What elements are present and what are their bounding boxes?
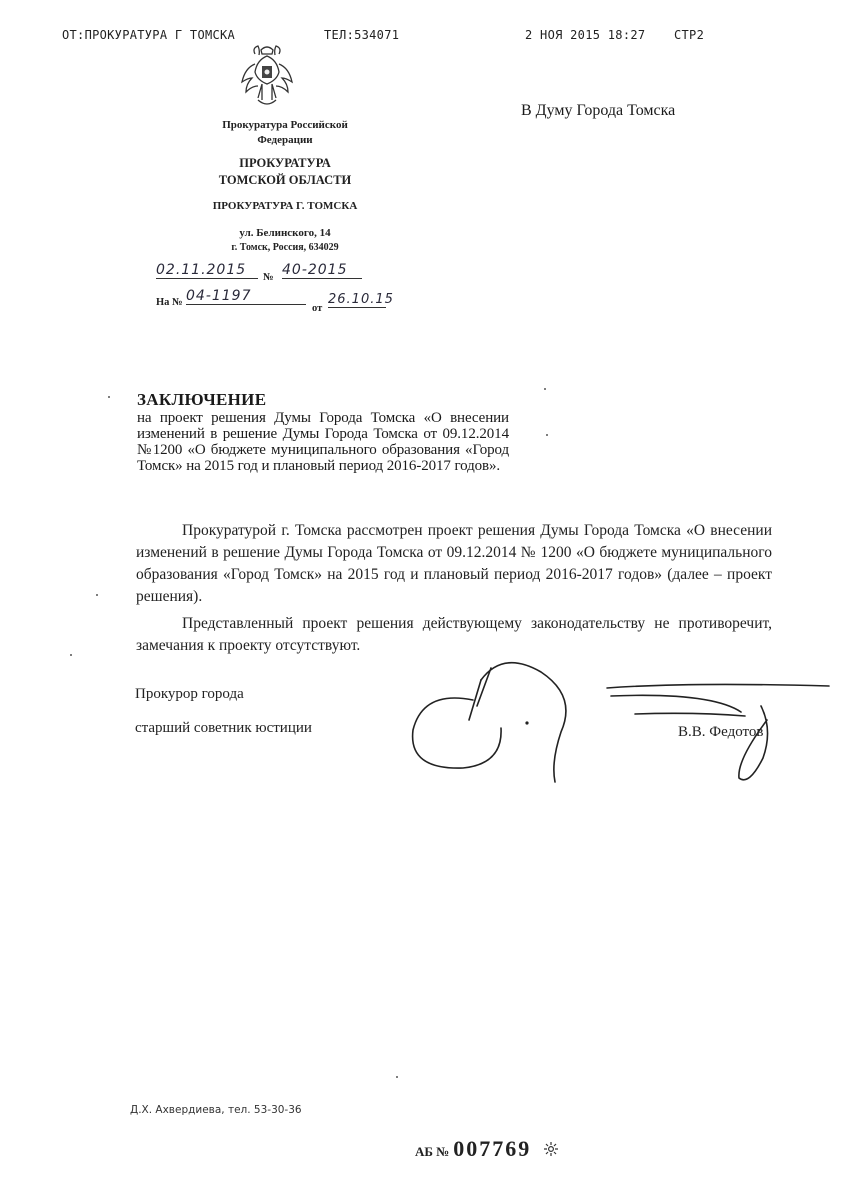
handwritten-signature — [395, 650, 835, 795]
document-body — [136, 520, 772, 662]
body-paragraph-1: Прокуратурой г. Томска рассмотрен проект решения Думы Города Томска «О внесении изменений в решение Думы Города Томска от 09.12.2014 № 1200 «О бюджете муниципального образования «Город Томск» на 2015 год и плановый период 2016-2017 годов» (далее – проект решения). — [136, 522, 772, 605]
scan-speck — [108, 396, 110, 398]
signer-position-line2: старший советник юстиции — [135, 720, 312, 736]
reply-to-label: На № — [156, 297, 183, 308]
sender-org-line1: Прокуратура Российской — [222, 119, 348, 131]
registration-number-label: № — [263, 272, 274, 283]
rosette-icon — [543, 1141, 559, 1157]
scan-speck — [396, 1076, 398, 1078]
scan-speck — [70, 654, 72, 656]
serial-prefix: АБ № — [415, 1144, 450, 1159]
sender-city-office: ПРОКУРАТУРА Г. ТОМСКА — [212, 200, 358, 212]
signer-position-line1: Прокурор города — [135, 686, 244, 702]
signer-name: В.В. Федотов — [678, 724, 764, 740]
coat-of-arms-emblem-icon — [240, 44, 294, 110]
body-paragraph-2: Представленный проект решения действующему законодательству не противоречит, замечания к проекту отсутствуют. — [136, 615, 772, 654]
document-subject: на проект решения Думы Города Томска «О внесении изменений в решение Думы Города Томска от 09.12.2014 №1200 «О бюджете муниципального образования «Город Томск» на 2015 год и плановый период 2016-2017 годов». — [137, 410, 509, 474]
fax-phone: ТЕЛ:534071 — [324, 28, 400, 42]
sender-org-line2: Федерации — [257, 134, 313, 146]
fax-datetime: 2 НОЯ 2015 18:27 — [525, 28, 646, 42]
serial-number-block — [415, 1136, 559, 1162]
sender-address-line2: г. Томск, Россия, 634029 — [231, 242, 339, 253]
registration-number: 40-2015 — [282, 262, 362, 279]
scan-speck — [546, 434, 548, 436]
reply-from-label: от — [312, 303, 323, 314]
reply-to-number: 04-1197 — [186, 288, 306, 305]
scan-speck — [544, 388, 546, 390]
executor-contact: Д.Х. Ахвердиева, тел. 53-30-36 — [130, 1104, 302, 1116]
scan-speck — [96, 594, 98, 596]
sender-address-line1: ул. Белинского, 14 — [239, 227, 331, 239]
fax-header — [62, 28, 822, 46]
reply-date: 26.10.15 — [328, 292, 394, 307]
registration-date: 02.11.2015 — [156, 262, 258, 279]
sender-block — [170, 118, 400, 255]
fax-from: ОТ:ПРОКУРАТУРА Г ТОМСКА — [62, 28, 236, 42]
sender-regional-line1: ПРОКУРАТУРА — [239, 156, 331, 170]
recipient: В Думу Города Томска — [521, 102, 676, 119]
serial-number: 007769 — [453, 1136, 532, 1161]
sender-regional-line2: ТОМСКОЙ ОБЛАСТИ — [218, 173, 352, 187]
document-title: ЗАКЛЮЧЕНИЕ — [137, 390, 267, 409]
fax-page: СТР2 — [674, 28, 705, 42]
